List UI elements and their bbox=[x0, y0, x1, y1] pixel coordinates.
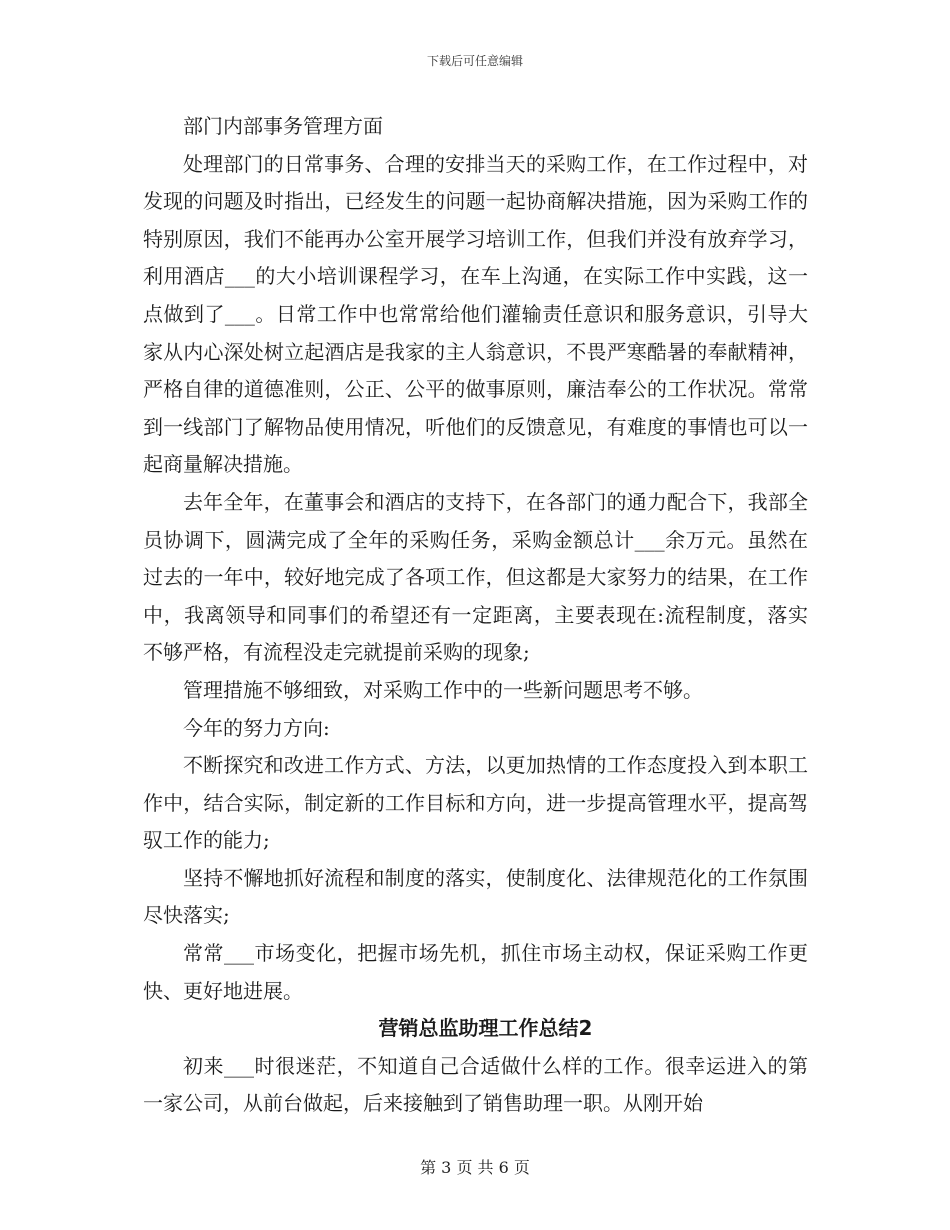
paragraph: 常常___市场变化，把握市场先机，抓住市场主动权，保证采购工作更快、更好地进展。 bbox=[143, 941, 808, 1003]
paragraph: 初来___时很迷茫，不知道自己合适做什么样的工作。很幸运进入的第一家公司，从前台做起，后来接触到了销售助理一职。从刚开始 bbox=[143, 1053, 808, 1116]
paragraph: 不断探究和改进工作方式、方法，以更加热情的工作态度投入到本职工作中，结合实际，制定新的工作目标和方向，进一步提高管理水平，提高驾驭工作的能力; bbox=[143, 753, 808, 853]
document-body bbox=[143, 108, 808, 1123]
paragraph: 今年的努力方向: bbox=[183, 715, 330, 740]
section-title: 营销总监助理工作总结2 bbox=[378, 1016, 593, 1041]
paragraph: 管理措施不够细致，对采购工作中的一些新问题思考不够。 bbox=[183, 677, 703, 702]
paragraph: 部门内部事务管理方面 bbox=[183, 114, 383, 138]
paragraph: 处理部门的日常事务、合理的安排当天的采购工作，在工作过程中，对发现的问题及时指出，已经发生的问题一起协商解决措施，因为采购工作的特别原因，我们不能再办公室开展学习培训工作，但我们并没有放弃学习，利用酒店___的大小培训课程学习，在车上沟通，在实际工作中实践，这一点做到了___。日常工作中也常常给他们灌输责任意识和服务意识，引导大家从内心深处树立起酒店是我家的主人翁意识，不畏严寒酷暑的奉献精神，严格自律的道德准则，公正、公平的做事原则，廉洁奉公的工作状况。常常到一线部门了解物品使用情况，听他们的反馈意见，有难度的事情也可以一起商量解决措施。 bbox=[143, 151, 808, 477]
paragraph: 坚持不懈地抓好流程和制度的落实，使制度化、法律规范化的工作氛围尽快落实; bbox=[143, 865, 808, 928]
page-header: 下载后可任意编辑 bbox=[426, 54, 523, 68]
page-number: 第 3 页 共 6 页 bbox=[420, 1158, 530, 1177]
paragraph: 去年全年，在董事会和酒店的支持下，在各部门的通力配合下，我部全员协调下，圆满完成了全年的采购任务，采购金额总计___余万元。虽然在过去的一年中，较好地完成了各项工作，但这都是大家努力的结果，在工作中，我离领导和同事们的希望还有一定距离，主要表现在:流程制度，落实不够严格，有流程没走完就提前采购的现象; bbox=[143, 489, 808, 665]
